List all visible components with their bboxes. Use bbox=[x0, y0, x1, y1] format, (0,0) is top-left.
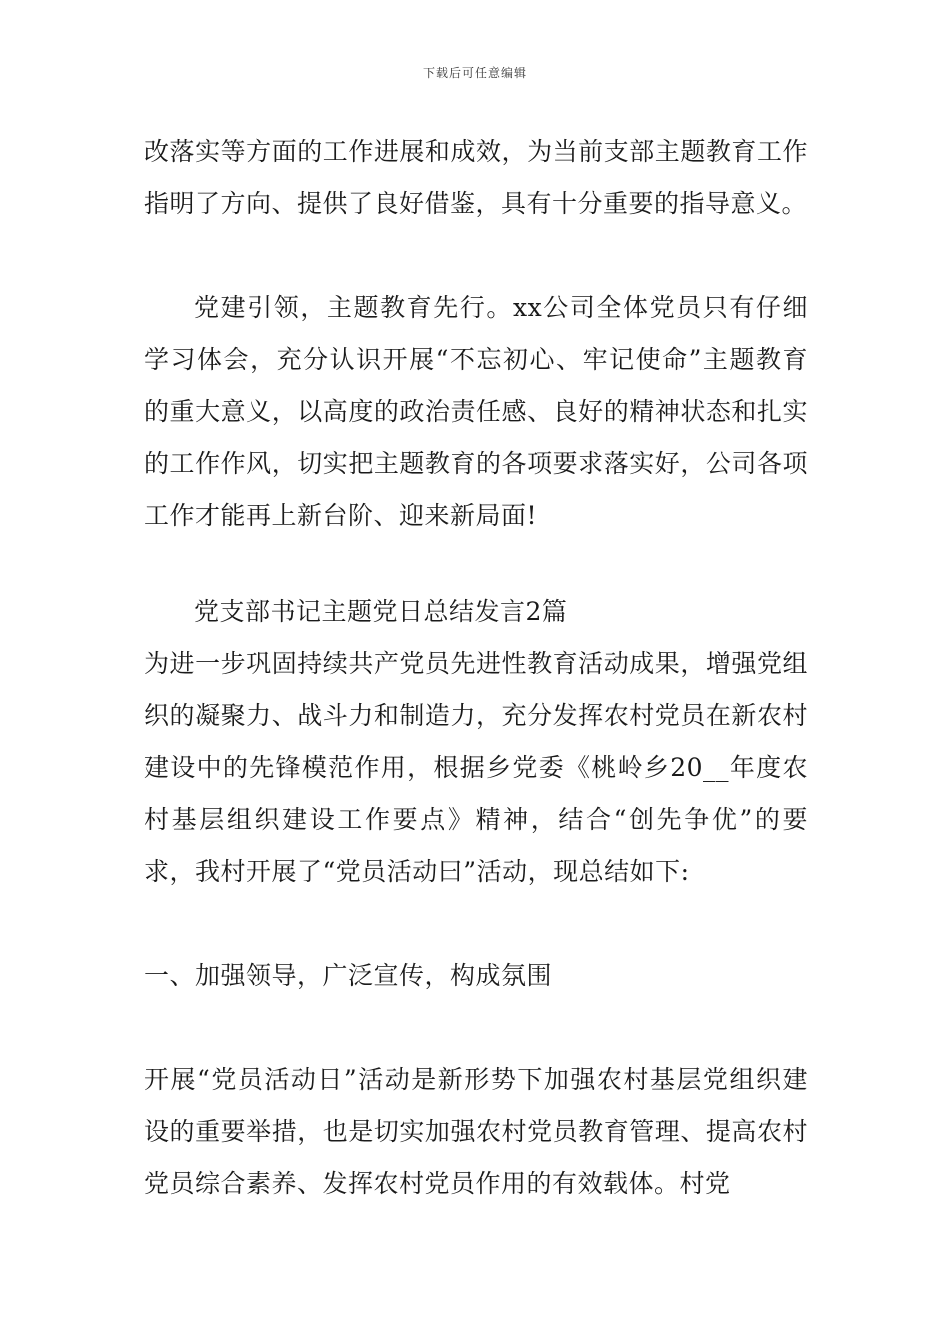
article-title: 党支部书记主题党日总结发言2篇 bbox=[194, 597, 568, 626]
paragraph-gap bbox=[144, 230, 808, 282]
paragraph-1: 改落实等方面的工作进展和成效，为当前支部主题教育工作指明了方向、提供了良好借鉴，具有十分重要的指导意义。 bbox=[144, 137, 808, 218]
paragraph-3: 为进一步巩固持续共产党员先进性教育活动成果，增强党组织的凝聚力、战斗力和制造力，充分发挥农村党员在新农村建设中的先锋模范作用，根据乡党委《桃岭乡20__年度农村基层组织建设工作要点》精神，结合“创先争优”的要求，我村开展了“党员活动曰”活动，现总结如下: bbox=[144, 649, 808, 886]
paragraph-2: 党建引领，主题教育先行。xx公司全体党员只有仔细学习体会，充分认识开展“不忘初心、牢记使命”主题教育的重大意义，以高度的政治责任感、良好的精神状态和扎实的工作作风，切实把主题教育的各项要求落实好，公司各项工作才能再上新台阶、迎来新局面! bbox=[144, 293, 808, 530]
document-body bbox=[144, 126, 808, 1210]
paragraph-4: 开展“党员活动日”活动是新形势下加强农村基层党组织建设的重要举措，也是切实加强农村党员教育管理、提高农村党员综合素养、发挥农村党员作用的有效载体。村党 bbox=[144, 1065, 808, 1198]
paragraph-gap bbox=[144, 1002, 808, 1054]
paragraph-gap bbox=[144, 542, 808, 586]
paragraph-gap bbox=[144, 898, 808, 950]
section-heading-1: 一、加强领导，广泛宣传，构成氛围 bbox=[144, 961, 553, 990]
header-note: 下载后可任意编辑 bbox=[422, 66, 527, 80]
